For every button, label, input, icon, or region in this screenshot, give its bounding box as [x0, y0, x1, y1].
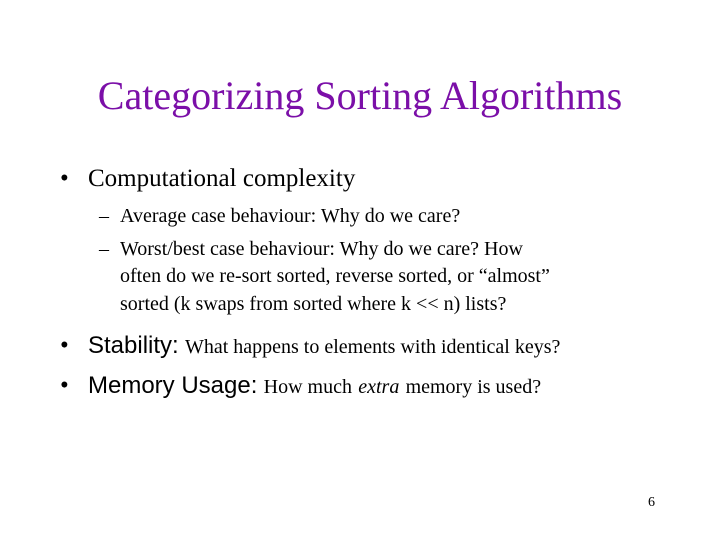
bullet-label: Memory Usage: — [88, 372, 258, 399]
subbullet-text-line-3: sorted (k swaps from sorted where k << n) lists? — [120, 293, 507, 315]
subbullet-text-line-1: Worst/best case behaviour: Why do we care? How — [120, 238, 523, 260]
bullet-text — [88, 370, 541, 403]
bullet-text — [88, 330, 560, 363]
bullet-detail-after: memory is used? — [405, 376, 542, 398]
bullet-detail-emphasis: extra — [358, 376, 400, 398]
bullet-marker: • — [60, 165, 69, 192]
page-number: 6 — [648, 495, 655, 510]
dash-marker: – — [99, 238, 109, 260]
bullet-marker: • — [60, 372, 69, 399]
bullet-detail: What happens to elements with identical keys? — [184, 336, 561, 358]
bullet-label: Stability: — [88, 332, 179, 359]
subbullet-text: Average case behaviour: Why do we care? — [120, 205, 461, 227]
slide-title: Categorizing Sorting Algorithms — [97, 73, 623, 118]
dash-marker: – — [99, 205, 109, 227]
bullet-detail-before: How much — [263, 376, 352, 398]
bullet-marker: • — [60, 332, 69, 359]
bullet-text: Computational complexity — [88, 165, 356, 192]
subbullet-text-line-2: often do we re-sort sorted, reverse sorted, or “almost” — [120, 265, 550, 287]
